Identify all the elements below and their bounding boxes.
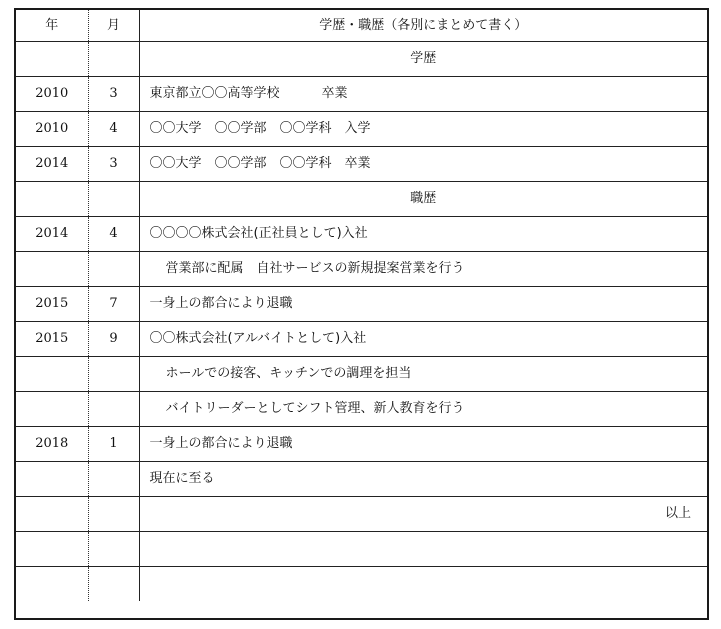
table-row <box>16 566 707 601</box>
year-cell: 2010 <box>16 76 88 111</box>
content-cell: 一身上の都合により退職 <box>139 286 707 321</box>
table-row <box>16 181 707 216</box>
month-cell: 3 <box>88 76 139 111</box>
month-cell: 7 <box>88 286 139 321</box>
month-cell: 1 <box>88 426 139 461</box>
year-cell: 2018 <box>16 426 88 461</box>
table-header-row <box>16 10 707 41</box>
year-cell <box>16 251 88 286</box>
content-cell: 職歴 <box>139 181 707 216</box>
content-cell: バイトリーダーとしてシフト管理、新人教育を行う <box>139 391 707 426</box>
month-cell <box>88 461 139 496</box>
month-cell <box>88 41 139 76</box>
month-header: 月 <box>88 10 139 41</box>
month-cell <box>88 391 139 426</box>
table-row <box>16 461 707 496</box>
table-row <box>16 251 707 286</box>
month-cell <box>88 566 139 601</box>
year-cell <box>16 566 88 601</box>
month-cell <box>88 531 139 566</box>
month-cell: 9 <box>88 321 139 356</box>
year-cell: 2014 <box>16 216 88 251</box>
year-cell <box>16 41 88 76</box>
content-cell: 学歴 <box>139 41 707 76</box>
table-row <box>16 146 707 181</box>
table-row <box>16 76 707 111</box>
table-row <box>16 531 707 566</box>
content-cell <box>139 566 707 601</box>
year-cell <box>16 181 88 216</box>
year-cell <box>16 496 88 531</box>
education-employment-table <box>16 10 707 601</box>
table-row <box>16 111 707 146</box>
content-cell <box>139 531 707 566</box>
content-cell: 一身上の都合により退職 <box>139 426 707 461</box>
table-row <box>16 321 707 356</box>
content-cell: 〇〇大学 〇〇学部 〇〇学科 卒業 <box>139 146 707 181</box>
month-cell: 4 <box>88 111 139 146</box>
resume-history-form <box>14 8 709 620</box>
content-cell: 現在に至る <box>139 461 707 496</box>
year-cell: 2010 <box>16 111 88 146</box>
year-cell <box>16 461 88 496</box>
content-cell: ホールでの接客、キッチンでの調理を担当 <box>139 356 707 391</box>
month-cell: 3 <box>88 146 139 181</box>
content-cell: 営業部に配属 自社サービスの新規提案営業を行う <box>139 251 707 286</box>
table-row <box>16 41 707 76</box>
content-cell: 〇〇大学 〇〇学部 〇〇学科 入学 <box>139 111 707 146</box>
year-cell <box>16 531 88 566</box>
year-header: 年 <box>16 10 88 41</box>
month-cell <box>88 251 139 286</box>
year-cell <box>16 356 88 391</box>
table-row <box>16 426 707 461</box>
table-row <box>16 356 707 391</box>
year-cell: 2015 <box>16 286 88 321</box>
month-cell <box>88 356 139 391</box>
content-cell: 以上 <box>139 496 707 531</box>
status-label: 卒業 <box>321 86 348 101</box>
table-row <box>16 391 707 426</box>
content-cell <box>139 76 707 111</box>
table-row <box>16 216 707 251</box>
school-name: 東京都立〇〇高等学校 <box>149 86 280 101</box>
year-cell <box>16 391 88 426</box>
table-row <box>16 286 707 321</box>
table-row <box>16 496 707 531</box>
year-cell: 2014 <box>16 146 88 181</box>
month-cell <box>88 496 139 531</box>
year-cell: 2015 <box>16 321 88 356</box>
month-cell <box>88 181 139 216</box>
content-cell: 〇〇株式会社(アルバイトとして)入社 <box>139 321 707 356</box>
content-cell: 〇〇〇〇株式会社(正社員として)入社 <box>139 216 707 251</box>
month-cell: 4 <box>88 216 139 251</box>
content-header: 学歴・職歴（各別にまとめて書く） <box>139 10 707 41</box>
